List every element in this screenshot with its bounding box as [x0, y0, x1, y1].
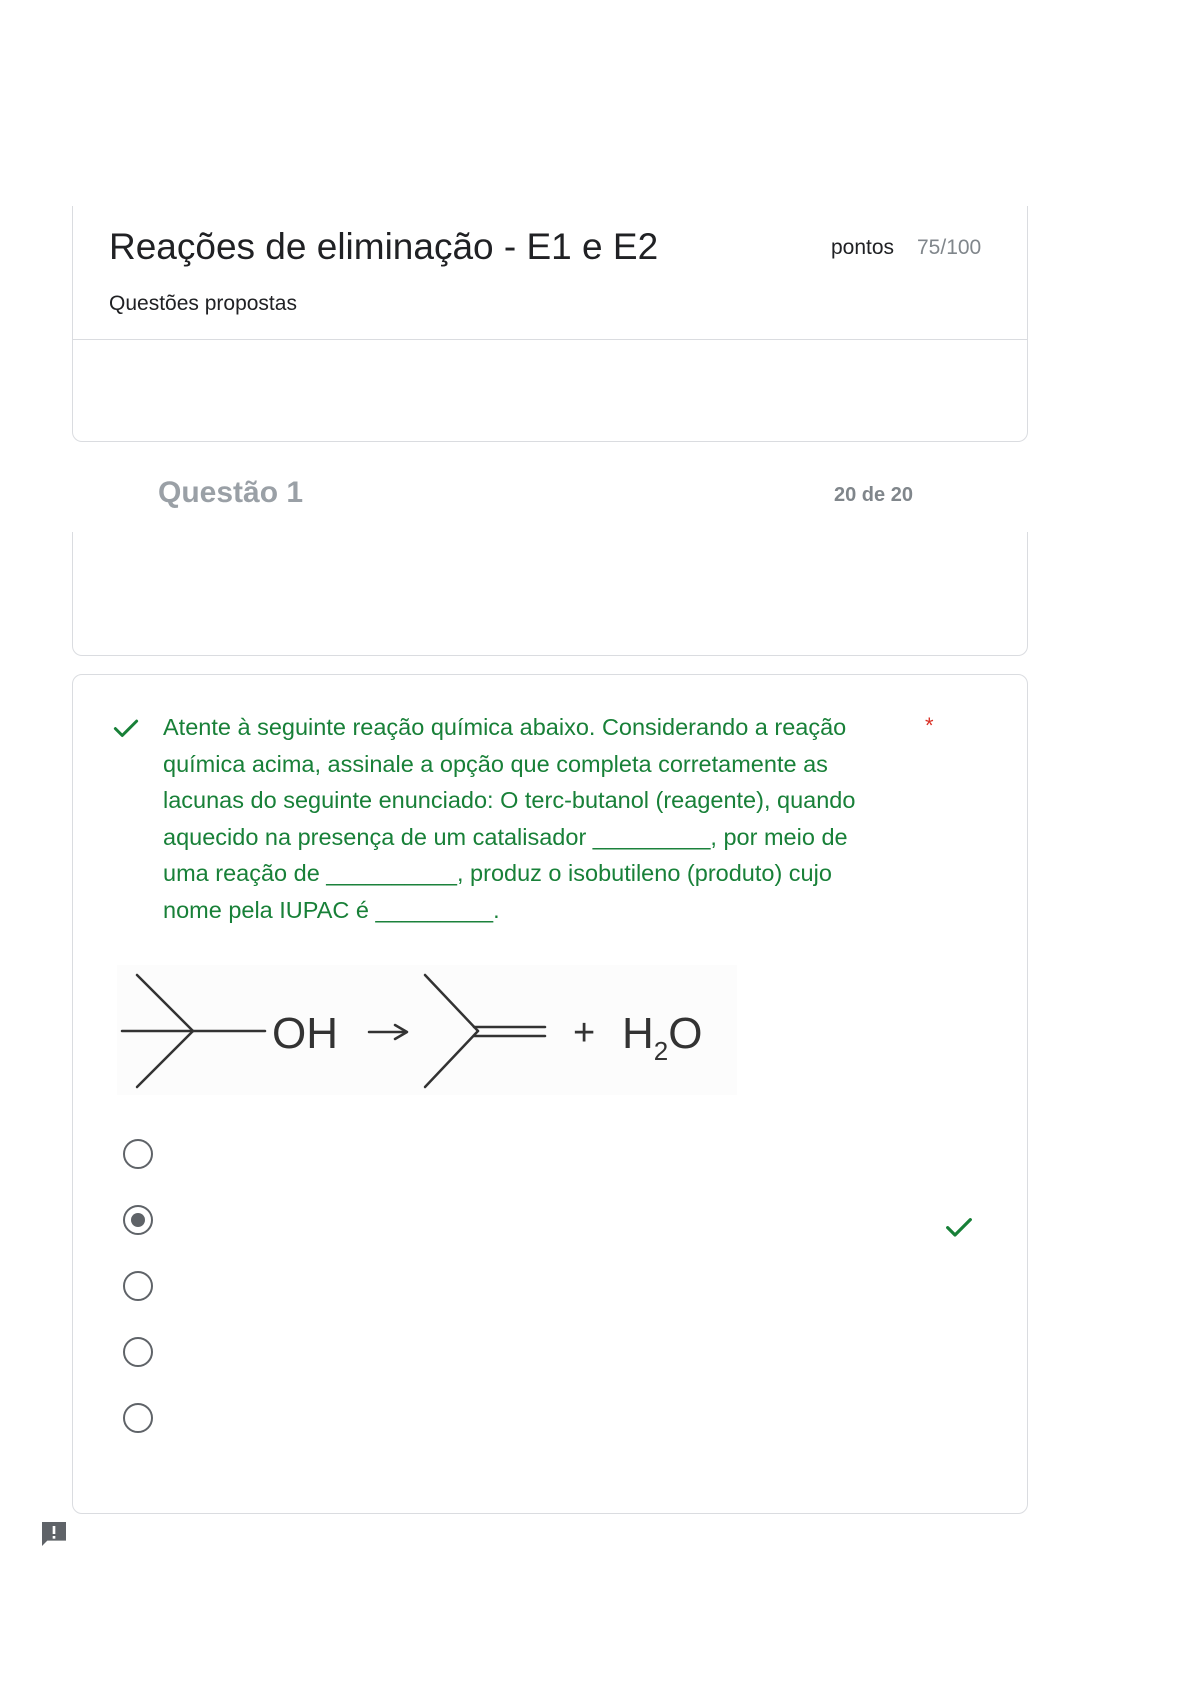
form-title: Reações de eliminação - E1 e E2	[109, 226, 659, 267]
question-card	[72, 674, 1028, 1514]
header-divider	[73, 339, 1027, 340]
question-text: Atente à seguinte reação química abaixo. Considerando a reação química acima, assinale a opção que completa corretamente as lacunas do seguinte enunciado: O terc-butanol (reagente), quando aquecido na presença de um catalisador _________, por meio de uma reação de __________, produz o isobutileno (produto) cujo nome pela IUPAC é _________.	[163, 714, 856, 923]
reaction-diagram	[117, 965, 737, 1095]
required-mark: *	[925, 713, 934, 738]
form-header-card	[72, 206, 1028, 442]
section-score: 20 de 20	[834, 484, 913, 506]
points-label: pontos	[831, 236, 895, 259]
form-subtitle: Questões propostas	[109, 292, 297, 315]
plus-sign: +	[573, 1012, 596, 1054]
option-radio-5[interactable]	[123, 1403, 153, 1433]
water-subscript: 2	[653, 1036, 669, 1066]
option-radio-1[interactable]	[123, 1139, 153, 1169]
section-title: Questão 1	[158, 476, 304, 509]
water-o: O	[668, 1009, 703, 1058]
option-radio-2[interactable]	[123, 1205, 153, 1235]
points-value: 75/100	[917, 236, 982, 259]
water-h: H	[622, 1009, 654, 1058]
section-description-card	[72, 532, 1028, 656]
option-radio-4[interactable]	[123, 1337, 153, 1367]
hydroxyl-label: OH	[272, 1009, 338, 1058]
feedback-icon[interactable]	[38, 1518, 70, 1550]
correct-answer-check-icon	[943, 1211, 975, 1243]
check-icon	[111, 713, 141, 743]
option-radio-3[interactable]	[123, 1271, 153, 1301]
